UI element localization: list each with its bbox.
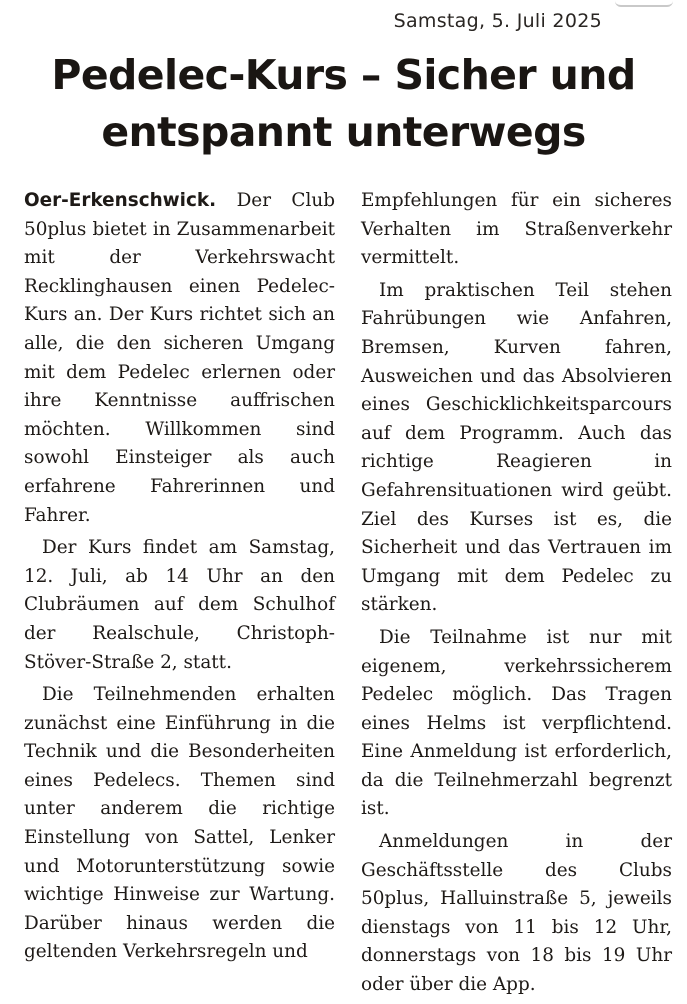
column-right <box>361 187 672 1004</box>
column-left <box>24 187 335 1004</box>
paragraph-practical-part: Im praktischen Teil stehen Fahrübungen wie Anfahren, Bremsen, Kurven fahren, Ausweichen und das Absolvieren eines Geschicklichkeitsparcours auf dem Programm. Auch das richtige Reagieren in Gefahrensituationen wird geübt. Ziel des Kurses ist es, die Sicherheit und das Vertrauen im Umgang mit dem Pedelec zu stärken. <box>361 279 672 616</box>
article-headline <box>0 47 687 161</box>
paragraph-course-content-continued: Empfehlungen für ein sicheres Verhalten im Straßenverkehr vermittelt. <box>361 190 672 269</box>
headline-line-2: entspannt unterwegs <box>101 108 586 156</box>
paragraph-intro-text: Der Club 50plus bietet in Zusammenarbeit mit der Verkehrswacht Recklinghausen einen Pedelec-Kurs an. Der Kurs richtet sich an alle, die den sicheren Umgang mit dem Pedelec erlernen oder ihre Kenntnisse auffrischen möchten. Willkommen sind sowohl Einsteiger als auch erfahrene Fahrerinnen und Fahrer. <box>24 190 335 526</box>
page-corner-mark <box>615 0 673 7</box>
paragraph-requirements: Die Teilnahme ist nur mit eigenem, verkehrssicherem Pedelec möglich. Das Tragen eines Helms ist verpflichtend. Eine Anmeldung ist erforderlich, da die Teilnehmerzahl begrenzt ist. <box>361 626 672 820</box>
dateline-place: Oer-Erkenschwick. <box>24 190 217 211</box>
paragraph-date-location: Der Kurs findet am Samstag, 12. Juli, ab 14 Uhr an den Clubräumen auf dem Schulhof der Realschule, Christoph-Stöver-Straße 2, statt. <box>24 537 335 673</box>
paragraph-registration: Anmeldungen in der Geschäftsstelle des Clubs 50plus, Halluinstraße 5, jeweils dienstags von 11 bis 12 Uhr, donnerstags von 18 bis 19 Uhr oder über die App. <box>361 831 672 996</box>
paragraph-course-content: Die Teilnehmenden erhalten zunächst eine Einführung in die Technik und die Besonderheiten eines Pedelecs. Themen sind unter anderem die richtige Einstellung von Sattel, Lenker und Motorunterstützung sowie wichtige Hinweise zur Wartung. Darüber hinaus werden die geltenden Verkehrsregeln und <box>24 684 335 963</box>
issue-date: Samstag, 5. Juli 2025 <box>393 10 602 32</box>
article-body <box>24 187 672 1004</box>
headline-line-1: Pedelec-Kurs – Sicher und <box>51 51 636 99</box>
paragraph-intro <box>24 187 335 530</box>
